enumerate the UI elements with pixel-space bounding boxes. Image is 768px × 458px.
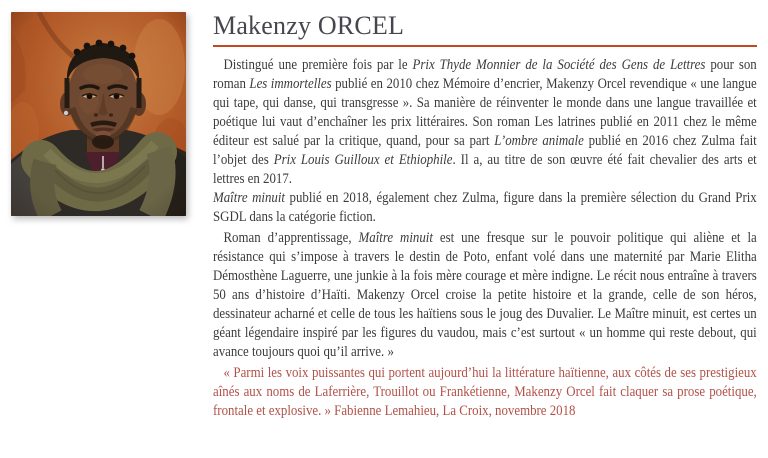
page-title: Makenzy ORCEL bbox=[213, 11, 405, 40]
text-segment: publié en 2010 chez Mémoire d’encrier, Makenzy Orcel revendique « une langue qui tape, qui danse, qui transgresse ». Sa manière de réinventer le monde dans une langue travaillée et poétique lui vaut d’enchaîner les prix littéraires. Son roman Les latrines publié en 2011 chez le même éditeur est salué par la critique, quand, pour sa part bbox=[213, 76, 757, 149]
italic-text: Prix Louis Guilloux et Ethiophile bbox=[273, 152, 453, 168]
text-segment: publié en 2018, également chez Zulma, figure dans la première sélection du Grand Prix SGDL dans la catégorie fiction. bbox=[213, 190, 757, 225]
italic-text: L’ombre animale bbox=[494, 133, 584, 149]
bio-paragraph bbox=[213, 229, 757, 362]
text-segment: Distingué une première fois par le bbox=[223, 57, 413, 73]
text-segment: pour son roman bbox=[213, 57, 757, 92]
italic-text: Les immortelles bbox=[249, 76, 332, 92]
portrait-photo bbox=[11, 12, 186, 216]
bio-content bbox=[213, 12, 757, 421]
portrait-illustration bbox=[11, 12, 186, 216]
title-rule bbox=[213, 45, 757, 47]
text-segment: Roman d’apprentissage, bbox=[223, 230, 359, 246]
italic-text: Prix Thyde Monnier de la Société des Gens de Lettres bbox=[412, 57, 706, 73]
bio-paragraph bbox=[213, 56, 757, 227]
text-segment: publié en 2016 chez Zulma fait l’objet des bbox=[213, 133, 757, 168]
bio-paragraph bbox=[213, 364, 757, 421]
text-segment: « Parmi les voix puissantes qui portent aujourd’hui la littérature haïtienne, aux côtés de ses prestigieux aînés aux noms de Laferrière, Trouillot ou Frankétienne, Makenzy Orcel fait claquer sa prose poétique, frontale et explosive. » Fabienne Lemahieu, La Croix, novembre 2018 bbox=[213, 365, 757, 419]
italic-text: Maître minuit bbox=[358, 230, 433, 246]
bio-text bbox=[213, 56, 757, 421]
italic-text: Maître minuit bbox=[213, 190, 286, 206]
text-segment: . Il a, au titre de son œuvre été fait chevalier des arts et lettres en 2017. bbox=[213, 152, 757, 187]
text-segment: est une fresque sur le pouvoir politique qui aliène et la résistance qui s’impose à travers le destin de Poto, enfant volé dans une maternité par Marie Elitha Démosthène Laguerre, une junkie à la fois mère courage et mère indigne. Le récit nous entraîne à travers 50 ans d’histoire d’Haïti. Makenzy Orcel croise la petite histoire et la grande, celle de son héros, dessinateur acharné et celle de tous les haïtiens sous le joug des Duvalier. Le Maître minuit, est certes un géant légendaire inspiré par les figures du vaudou, mais c’est surtout « un homme qui reste debout, qui avance toujours quoi qu’il arrive. » bbox=[213, 230, 757, 360]
